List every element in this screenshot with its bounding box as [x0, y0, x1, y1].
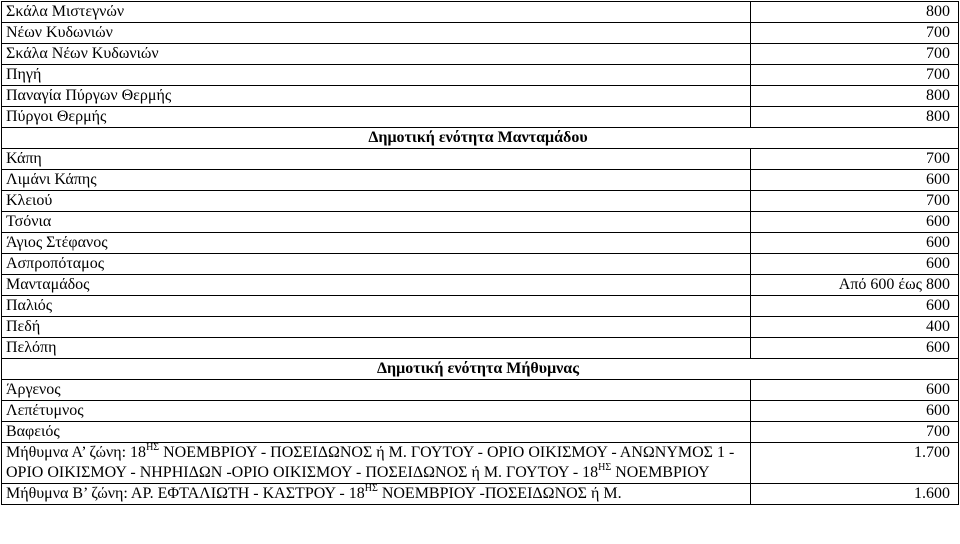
section-header-row [2, 359, 959, 380]
table-row [2, 422, 959, 443]
table-row [2, 233, 959, 254]
location-name: Πελόπη [2, 338, 751, 359]
zone-a-text-3: ΝΟΕΜΒΡΙΟΥ [611, 464, 710, 481]
zone-a-description [2, 443, 751, 484]
zones-group [2, 443, 959, 505]
location-value: 800 [750, 86, 958, 107]
table-row [2, 2, 959, 23]
table-row [2, 44, 959, 65]
zone-a-sup-1: ΗΣ [146, 441, 160, 453]
location-name: Βαφειός [2, 422, 751, 443]
location-value: 600 [750, 380, 958, 401]
table-row [2, 107, 959, 128]
location-name: Παλιός [2, 296, 751, 317]
zone-b-description [2, 484, 751, 505]
table-row [2, 401, 959, 422]
location-name: Κλειού [2, 191, 751, 212]
location-value: 800 [750, 107, 958, 128]
location-value: 600 [750, 254, 958, 275]
location-name: Λιμάνι Κάπης [2, 170, 751, 191]
location-value: 700 [750, 44, 958, 65]
table-row [2, 338, 959, 359]
location-value: 700 [750, 191, 958, 212]
location-name: Πεδή [2, 317, 751, 338]
section-header-mithymna: Δημοτική ενότητα Μήθυμνας [2, 359, 959, 380]
section-mantamados [2, 128, 959, 149]
location-value: 700 [750, 65, 958, 86]
location-name: Λεπέτυμνος [2, 401, 751, 422]
table-row [2, 317, 959, 338]
table-row [2, 380, 959, 401]
location-value: Από 600 έως 800 [750, 275, 958, 296]
location-value: 700 [750, 23, 958, 44]
zone-a-text-2: ΝΟΕΜΒΡΙΟΥ - ΠΟΣΕΙΔΩΝΟΣ ή Μ. ΓΟΥΤΟΥ - ΟΡΙΟ ΟΙΚΙΣΜΟΥ - ΑΝΩΝΥΜΟΣ 1 - ΟΡΙΟ ΟΙΚΙΣΜΟΥ - ΝΗΡΗΙΔΩΝ -ΟΡΙΟ ΟΙΚΙΣΜΟΥ - ΠΟΣΕΙΔΩΝΟΣ ή Μ. ΓΟΥΤΟΥ - 18 [6, 444, 735, 481]
section-header-mantamados: Δημοτική ενότητα Μανταμάδου [2, 128, 959, 149]
zone-b-text-1: Μήθυμνα Β’ ζώνη: ΑΡ. ΕΦΤΑΛΙΩΤΗ - ΚΑΣΤΡΟΥ - 18 [6, 485, 365, 502]
table-row [2, 86, 959, 107]
location-name: Πηγή [2, 65, 751, 86]
table-row [2, 191, 959, 212]
location-name: Μανταμάδος [2, 275, 751, 296]
location-name: Τσόνια [2, 212, 751, 233]
location-value: 800 [750, 2, 958, 23]
location-name: Κάπη [2, 149, 751, 170]
section-mithymna [2, 359, 959, 380]
location-value: 600 [750, 212, 958, 233]
zone-b-value: 1.600 [750, 484, 958, 505]
zone-a-row [2, 443, 959, 484]
rows-top-group [2, 2, 959, 128]
location-value: 700 [750, 422, 958, 443]
zone-a-text-1: Μήθυμνα Α’ ζώνη: 18 [6, 444, 147, 461]
price-table [1, 1, 959, 505]
location-name: Σκάλα Νέων Κυδωνιών [2, 44, 751, 65]
location-name: Ασπροπόταμος [2, 254, 751, 275]
table-row [2, 296, 959, 317]
table-row [2, 254, 959, 275]
table-row [2, 170, 959, 191]
zone-a-value: 1.700 [750, 443, 958, 484]
location-value: 600 [750, 233, 958, 254]
location-name: Νέων Κυδωνιών [2, 23, 751, 44]
location-value: 600 [750, 401, 958, 422]
section-header-row [2, 128, 959, 149]
rows-mantamados-group [2, 149, 959, 359]
rows-mithymna-group [2, 380, 959, 443]
location-value: 700 [750, 149, 958, 170]
location-value: 600 [750, 296, 958, 317]
table-row [2, 212, 959, 233]
location-name: Παναγία Πύργων Θερμής [2, 86, 751, 107]
zone-b-sup-1: ΗΣ [364, 482, 378, 494]
table-row [2, 275, 959, 296]
table-row [2, 149, 959, 170]
location-value: 400 [750, 317, 958, 338]
zone-b-text-2: ΝΟΕΜΒΡΙΟΥ -ΠΟΣΕΙΔΩΝΟΣ ή Μ. [377, 485, 622, 502]
location-value: 600 [750, 338, 958, 359]
zone-a-sup-2: ΗΣ [598, 461, 612, 473]
location-value: 600 [750, 170, 958, 191]
table-row [2, 65, 959, 86]
location-name: Σκάλα Μιστεγνών [2, 2, 751, 23]
table-row [2, 23, 959, 44]
zone-b-row [2, 484, 959, 505]
location-name: Πύργοι Θερμής [2, 107, 751, 128]
location-name: Άργενος [2, 380, 751, 401]
location-name: Άγιος Στέφανος [2, 233, 751, 254]
